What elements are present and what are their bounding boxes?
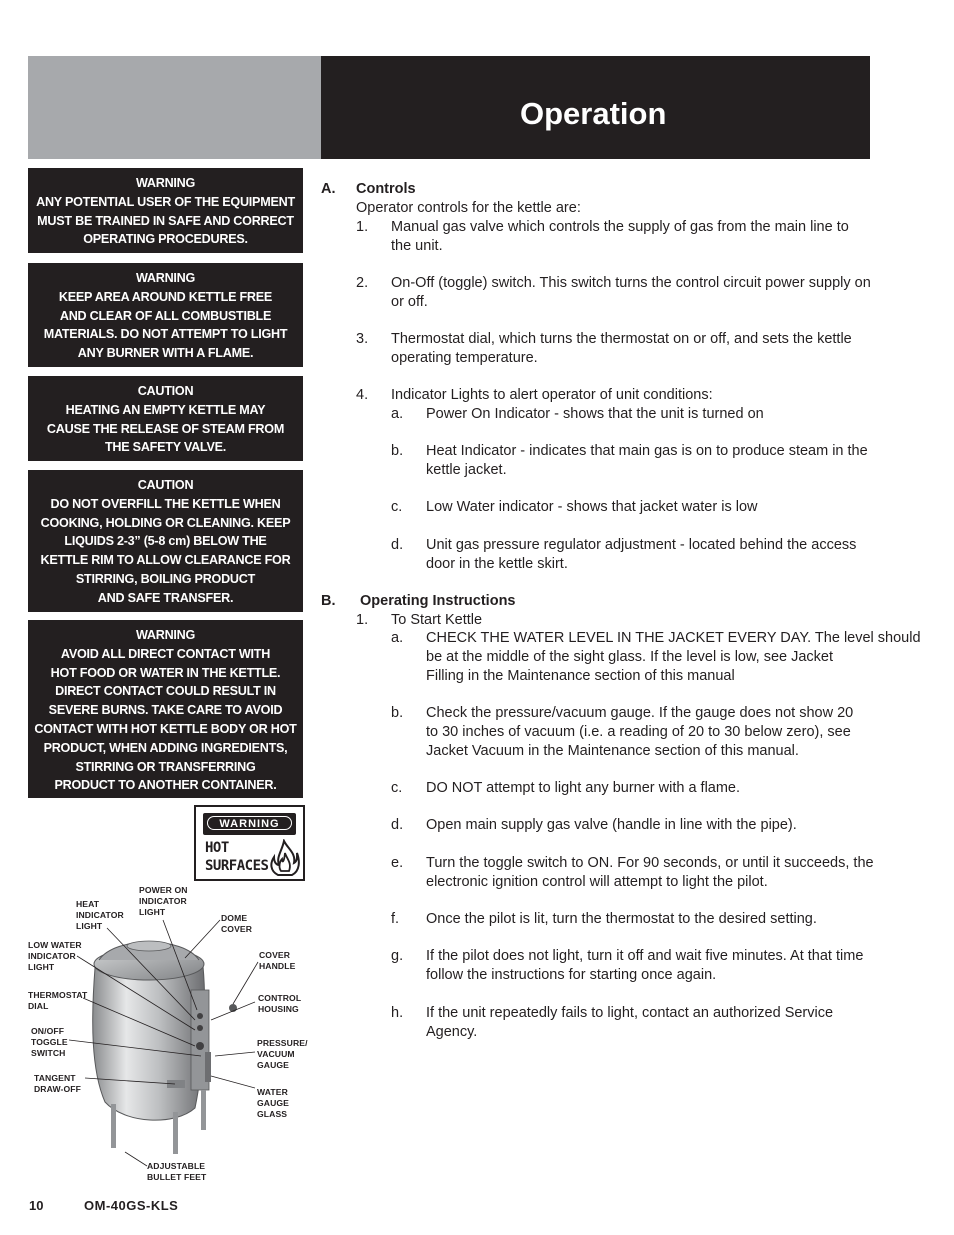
list-item-text: or off. [391,294,428,310]
list-item-text: On-Off (toggle) switch. This switch turns the control circuit power supply on [391,275,871,291]
label-thermostat-dial: THERMOSTAT DIAL [28,990,88,1011]
list-number: 4. [356,387,369,403]
list-item-text: Thermostat dial, which turns the thermostat on or off, and sets the kettle [391,331,852,347]
sub-letter: c. [391,499,403,515]
label-tangent-draw-off: TANGENT DRAW-OFF [34,1073,81,1094]
step-letter: a. [391,630,404,646]
notice-text: DO NOT OVERFILL THE KETTLE WHEN COOKING, HOLDING OR CLEANING. KEEP LIQUIDS 2-3” (5-8 cm) BELOW THE KETTLE RIM TO ALLOW CLEARANCE FOR STIRRING, BOILING PRODUCT AND SAFE TRANSFER. [40,496,291,605]
step-text: If the unit repeatedly fails to light, contact an authorized Service [426,1005,834,1021]
step-letter: d. [391,817,404,833]
list-number: 1. [356,612,369,628]
section-b-heading: Operating Instructions [360,593,516,609]
document-code: OM-40GS-KLS [84,1198,179,1213]
warning-notice-3 [28,620,303,798]
notice-type: WARNING [135,176,196,190]
step-letter: b. [391,705,404,721]
page-number: 10 [29,1198,44,1213]
step-text: CHECK THE WATER LEVEL IN THE JACKET EVERY DAY. The level should [426,630,921,646]
step-letter: h. [391,1005,404,1021]
step-text: be at the middle of the sight glass. If the level is low, see Jacket [426,649,834,665]
sub-item-text: Low Water indicator - shows that jacket water is low [426,499,758,515]
kettle-body [93,941,237,1154]
caution-notice-1 [28,376,303,461]
step-text: Turn the toggle switch to ON. For 90 seconds, or until it succeeds, the [426,855,874,871]
sign-text: HOT SURFACES [205,840,269,874]
header-black-block [321,56,870,159]
label-adjustable-feet: ADJUSTABLE BULLET FEET [147,1161,207,1182]
sub-item-text: Heat Indicator - indicates that main gas is on to produce steam in the [426,443,868,459]
label-power-indicator: POWER ON INDICATOR LIGHT [139,885,188,917]
sign-banner [203,813,296,835]
sub-item-text: door in the kettle skirt. [426,556,568,572]
sub-letter: a. [391,406,404,422]
notice-type: WARNING [135,271,196,285]
sub-item-text: kettle jacket. [426,462,507,478]
step-text: Agency. [426,1024,478,1040]
label-pressure-gauge: PRESSURE/ VACUUM GAUGE [257,1038,308,1070]
warning-notice-1 [28,168,303,253]
label-dome-cover: DOME COVER [221,913,253,934]
sub-item-text: Power On Indicator - shows that the unit is turned on [426,406,764,422]
section-a-letter: A. [321,181,336,197]
sign-banner-text: WARNING [207,816,292,830]
step-text: Filling in the Maintenance section of this manual [426,668,735,684]
label-low-water-indicator: LOW WATER INDICATOR LIGHT [28,940,82,972]
list-number: 3. [356,331,369,347]
step-text: Check the pressure/vacuum gauge. If the gauge does not show 20 [426,705,854,721]
sub-letter: b. [391,443,404,459]
step-text: follow the instructions for starting once again. [426,967,717,983]
step-text: electronic ignition control will attempt to light the pilot. [426,874,768,890]
step-text: to 30 inches of vacuum (i.e. a reading of 20 to 30 below zero), see [426,724,851,740]
list-item-text: Indicator Lights to alert operator of unit conditions: [391,387,713,403]
notice-text: HEATING AN EMPTY KETTLE MAY CAUSE THE RELEASE OF STEAM FROM THE SAFETY VALVE. [46,402,285,455]
label-heat-indicator: HEAT INDICATOR LIGHT [76,899,124,931]
step-letter: c. [391,780,403,796]
step-text: Open main supply gas valve (handle in line with the pipe). [426,817,797,833]
page-title: Operation [520,96,667,131]
label-control-housing: CONTROL HOUSING [258,993,302,1014]
hot-surfaces-sign [194,805,305,881]
notice-text: KEEP AREA AROUND KETTLE FREE AND CLEAR OF ALL COMBUSTIBLE MATERIALS. DO NOT ATTEMPT TO LIGHT ANY BURNER WITH A FLAME. [43,289,288,361]
sub-item-text: Unit gas pressure regulator adjustment - located behind the access [426,537,857,553]
caution-notice-2 [28,470,303,612]
warning-notice-2 [28,263,303,367]
notice-text: ANY POTENTIAL USER OF THE EQUIPMENT MUST BE TRAINED IN SAFE AND CORRECT OPERATING PROCEDURES. [36,194,295,247]
kettle-diagram [25,880,310,1185]
step-text: Once the pilot is lit, turn the thermostat to the desired setting. [426,911,817,927]
section-a-intro: Operator controls for the kettle are: [356,200,581,216]
step-letter: f. [391,911,400,927]
step-text: DO NOT attempt to light any burner with a flame. [426,780,741,796]
flame-icon [270,839,300,877]
label-cover-handle: COVER HANDLE [259,950,296,971]
notice-type: WARNING [135,628,196,642]
step-text: If the pilot does not light, turn it off and wait five minutes. At that time [426,948,864,964]
section-a-heading: Controls [356,181,416,197]
notice-type: CAUTION [137,478,194,492]
step-letter: g. [391,948,404,964]
list-number: 2. [356,275,369,291]
step-text: Jacket Vacuum in the Maintenance section of this manual. [426,743,799,759]
header-gray-block [28,56,321,159]
list-item-text: the unit. [391,238,443,254]
list-item-text: To Start Kettle [391,612,483,628]
sub-letter: d. [391,537,404,553]
notice-type: CAUTION [137,384,194,398]
step-letter: e. [391,855,404,871]
section-b-letter: B. [321,593,336,609]
label-toggle-switch: ON/OFF TOGGLE SWITCH [31,1026,68,1058]
list-item-text: operating temperature. [391,350,538,366]
label-water-gauge-glass: WATER GAUGE GLASS [257,1087,290,1119]
notice-text: AVOID ALL DIRECT CONTACT WITH HOT FOOD OR WATER IN THE KETTLE. DIRECT CONTACT COULD RESULT IN SEVERE BURNS. TAKE CARE TO AVOID CONTACT WITH HOT KETTLE BODY OR HOT PRODUCT, WHEN ADDING INGREDIENTS, STIRRING OR TRANSFERRING PRODUCT TO ANOTHER CONTAINER. [34,646,297,793]
list-number: 1. [356,219,369,235]
list-item-text: Manual gas valve which controls the supply of gas from the main line to [391,219,849,235]
